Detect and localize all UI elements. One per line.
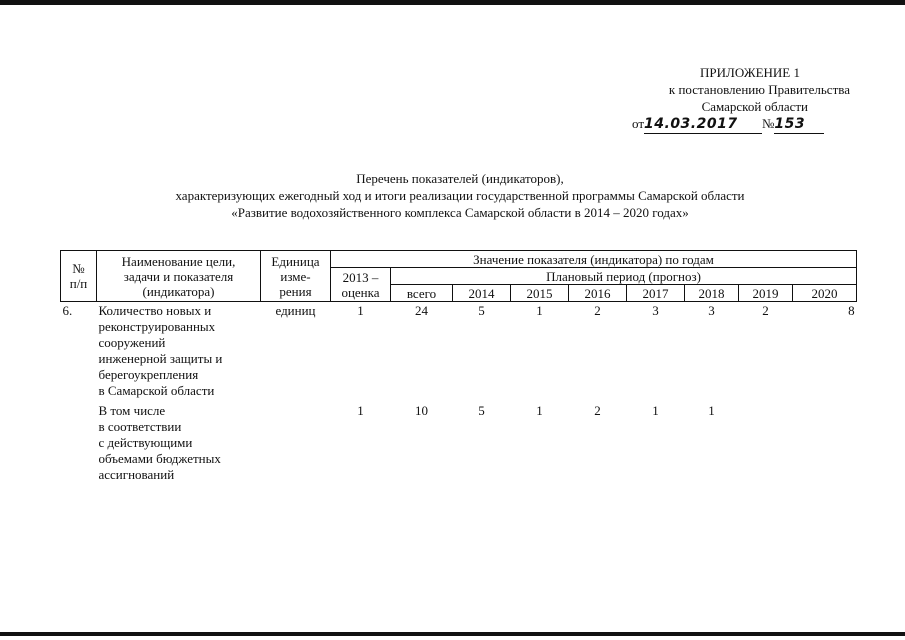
appendix-region: Самарской области bbox=[701, 99, 808, 114]
document-title bbox=[60, 170, 860, 221]
appendix-resolution: к постановлению Правительства bbox=[668, 82, 850, 97]
value-2015: 1 bbox=[536, 303, 543, 318]
header-year-2019: 2019 bbox=[739, 285, 793, 302]
header-values-by-year: Значение показателя (индикатора) по годам bbox=[331, 251, 857, 268]
value-2017: 3 bbox=[652, 303, 659, 318]
value-2020: 8 bbox=[848, 303, 855, 318]
appendix-date-number bbox=[600, 115, 850, 134]
total-value: 10 bbox=[415, 403, 428, 418]
row-number: 6. bbox=[62, 303, 73, 318]
value-2014: 5 bbox=[478, 303, 485, 318]
indicators-table bbox=[60, 250, 857, 483]
header-year-2015: 2015 bbox=[511, 285, 569, 302]
header-plan-period: Плановый период (прогноз) bbox=[391, 268, 857, 285]
unit: единиц bbox=[275, 303, 316, 318]
header-unit: Единица изме- рения bbox=[261, 251, 331, 302]
table-row bbox=[61, 302, 857, 404]
header-year-2017: 2017 bbox=[627, 285, 685, 302]
header-year-2020: 2020 bbox=[793, 285, 857, 302]
title-line-3: «Развитие водохозяйственного комплекса Самарской области в 2014 – 2020 годах» bbox=[231, 205, 689, 220]
date-prefix: от bbox=[632, 116, 645, 131]
value-2015: 1 bbox=[536, 403, 543, 418]
table-row bbox=[61, 403, 857, 483]
header-indicator-name: Наименование цели, задачи и показателя (индикатора) bbox=[97, 251, 261, 302]
value-2018: 3 bbox=[708, 303, 715, 318]
header-year-2016: 2016 bbox=[569, 285, 627, 302]
total-value: 24 bbox=[415, 303, 428, 318]
unit bbox=[261, 403, 331, 483]
indicator-name: Количество новых и реконструированных сооружений инженерной защиты и берегоукрепления в Самарской области bbox=[98, 303, 223, 398]
indicator-name: В том числе в соответствии с действующими объемами бюджетных ассигнований bbox=[98, 403, 221, 482]
header-year-2018: 2018 bbox=[685, 285, 739, 302]
title-line-2: характеризующих ежегодный ход и итоги реализации государственной программы Самарской области bbox=[175, 188, 745, 203]
value-2016: 2 bbox=[594, 303, 601, 318]
header-year-2014: 2014 bbox=[453, 285, 511, 302]
value-2016: 2 bbox=[594, 403, 601, 418]
value-2014: 5 bbox=[478, 403, 485, 418]
value-2018: 1 bbox=[708, 403, 715, 418]
estimate-value: 1 bbox=[357, 403, 364, 418]
value-2020 bbox=[793, 403, 857, 483]
value-2019: 2 bbox=[762, 303, 769, 318]
title-line-1: Перечень показателей (индикаторов), bbox=[356, 171, 564, 186]
number-prefix: № bbox=[762, 116, 775, 131]
header-estimate-2013: 2013 – оценка bbox=[331, 268, 391, 302]
header-row-number: № п/п bbox=[61, 251, 97, 302]
row-number bbox=[61, 403, 97, 483]
bottom-border bbox=[0, 632, 905, 636]
appendix-header bbox=[600, 64, 850, 134]
handwritten-number: 153 bbox=[774, 116, 824, 134]
value-2017: 1 bbox=[652, 403, 659, 418]
header-total: всего bbox=[391, 285, 453, 302]
appendix-title: ПРИЛОЖЕНИЕ 1 bbox=[700, 65, 800, 80]
handwritten-date: 14.03.2017 bbox=[644, 116, 762, 134]
value-2019 bbox=[739, 403, 793, 483]
top-border bbox=[0, 0, 905, 5]
estimate-value: 1 bbox=[357, 303, 364, 318]
